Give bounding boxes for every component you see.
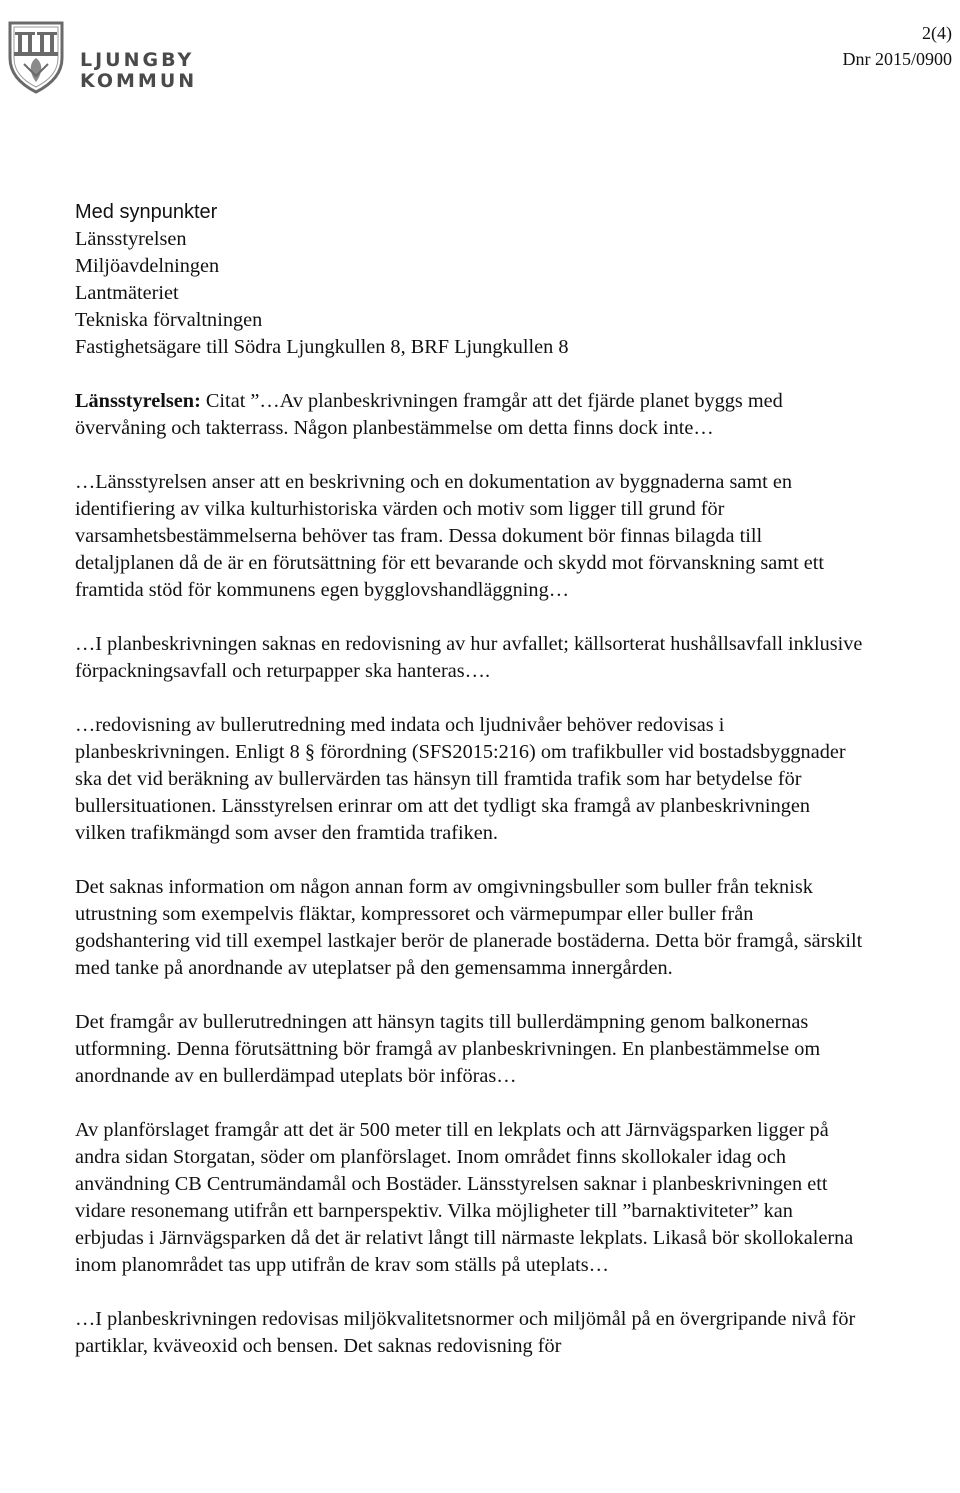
paragraph-text: Citat ”…Av planbeskrivningen framgår att det fjärde planet byggs med övervåning och takterrass. Någon planbestämmelse om detta finns dock inte… — [75, 390, 783, 439]
recipient-item: Lantmäteriet — [75, 282, 179, 304]
paragraph-bullerutredning: …redovisning av bullerutredning med indata och ljudnivåer behöver redovisas i planbeskrivningen. Enligt 8 § förordning (SFS2015:216) om trafikbuller vid bostadsbyggnader ska det vid beräkning av bullervärden tas hänsyn till framtida trafik som har betydelse för bullersituationen. Länsstyrelsen erinrar om att det tydligt ska framgå av planbeskrivningen vilken trafikmängd som avser den framtida trafiken. — [75, 714, 846, 844]
logo-line-2: KOMMUN — [80, 70, 198, 92]
paragraph-miljokvalitetsnormer: …I planbeskrivningen redovisas miljökvalitetsnormer och miljömål på en övergripande nivå för partiklar, kväveoxid och bensen. Det saknas redovisning för — [75, 1308, 856, 1357]
paragraph-lansstyrelsen-citat — [75, 388, 865, 442]
logo-wordmark — [80, 50, 197, 92]
paragraph-bullerdampning: Det framgår av bullerutredningen att hänsyn tagits till bullerdämpning genom balkonernas utformning. Denna förutsättning bör framgå av planbeskrivningen. En planbestämmelse om anordnande av en bullerdämpad uteplats bör införas… — [75, 1011, 821, 1087]
coat-of-arms-icon — [6, 20, 66, 94]
paragraph-omgivningsbuller: Det saknas information om någon annan form av omgivningsbuller som buller från teknisk utrustning som exempelvis fläktar, kompressoret och värmepumpar eller buller från godshantering vid till exempel lastkajer berör de planerade bostäderna. Detta bör framgå, särskilt med tanke på anordnande av uteplatser på den gemensamma innergården. — [75, 876, 863, 979]
recipients-block — [75, 199, 865, 361]
paragraph-avfall: …I planbeskrivningen saknas en redovisning av hur avfallet; källsorterat hushållsavfall inklusive förpackningsavfall och returpapper ska hanteras…. — [75, 633, 863, 682]
document-number: Dnr 2015/0900 — [842, 49, 952, 69]
ljungby-kommun-logo — [6, 20, 196, 94]
recipients-heading: Med synpunkter — [75, 201, 218, 223]
paragraph-lead: Länsstyrelsen: — [75, 390, 201, 412]
recipient-item: Tekniska förvaltningen — [75, 309, 263, 331]
letter-body — [75, 199, 865, 1360]
page-number: 2(4) — [922, 23, 952, 43]
recipient-item: Fastighetsägare till Södra Ljungkullen 8, BRF Ljungkullen 8 — [75, 336, 569, 358]
logo-line-1: LJUNGBY — [80, 49, 195, 71]
paragraph-kulturhistoria: …Länsstyrelsen anser att en beskrivning och en dokumentation av byggnaderna samt en identifiering av vilka kulturhistoriska värden och motiv som ligger till grund för varsamhetsbestämmelserna behöver tas fram. Dessa dokument bör finnas bilagda till detaljplanen då de är en förutsättning för ett bevarande och skydd mot förvanskning samt ett framtida stöd för kommunens egen bygglovshandläggning… — [75, 471, 825, 601]
paragraph-barnperspektiv: Av planförslaget framgår att det är 500 meter till en lekplats och att Järnvägsparken ligger på andra sidan Storgatan, söder om planförslaget. Inom området finns skollokaler idag och användning CB Centrumändamål och Bostäder. Länsstyrelsen saknar i planbeskrivningen ett vidare resonemang utifrån ett barnperspektiv. Vilka möjligheter till ”barnaktiviteter” kan erbjudas i Järnvägsparken då det är relativt långt till närmaste lekplats. Likaså bör skollokalerna inom planområdet tas upp utifrån de krav som ställs på uteplats… — [75, 1119, 854, 1276]
recipient-item: Miljöavdelningen — [75, 255, 220, 277]
page-meta — [843, 20, 953, 72]
recipient-item: Länsstyrelsen — [75, 228, 187, 250]
